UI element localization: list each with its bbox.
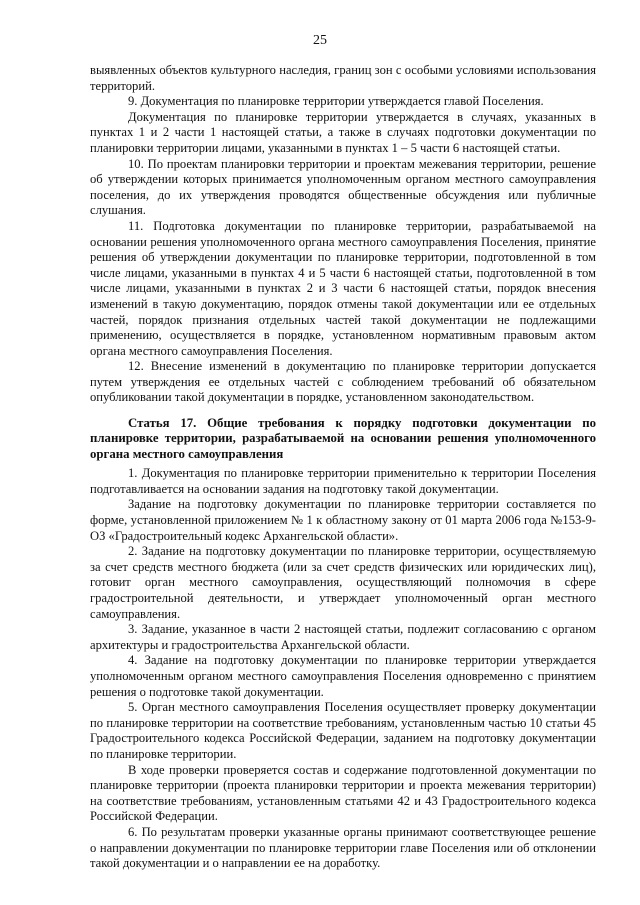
- paragraph-10: 10. По проектам планировки территории и проектам межевания территории, решение об утверждении которых принимается уполномоченным органом местного самоуправления поселения, до их утверждения проводятся общественные обсуждения или публичные слушания.: [90, 156, 596, 218]
- paragraph-12: 12. Внесение изменений в документацию по планировке территории допускается путем утверждения ее отдельных частей с соблюдением требований об обязательном опубликовании такой документации в порядке, установленном законодательством.: [90, 359, 596, 405]
- article-17-paragraph-6: 6. По результатам проверки указанные органы принимают соответствующее решение о направлении документации по планировке территории главе Поселения или об отклонении такой документации и о направлении ее на доработку.: [90, 824, 596, 871]
- paragraph-11: 11. Подготовка документации по планировке территории, разрабатываемой на основании решения уполномоченного органа местного самоуправления Поселения, принятие решения об утверждении документации по планировке территории, подготовленной в том числе лицами, указанными в пунктах 4 и 5 части 6 настоящей статьи, подготовленной в том числе лицами, указанными в пунктах 2 и 3 части 6 настоящей статьи, порядок внесения изменений в такую документацию, порядок отмены такой документации или ее отдельных частей, порядок признания отдельных частей такой документации не подлежащими применению, осуществляется в порядке, установленном нормативным правовым актом органа местного самоуправления Поселения.: [90, 218, 596, 358]
- article-17-paragraph-5-check: В ходе проверки проверяется состав и содержание подготовленной документации по планировке территории (проекта планировки территории и проекта межевания территории) на соответствие требованиям, установленным статьями 42 и 43 Градостроительного кодекса Российской Федерации.: [90, 762, 596, 824]
- article-17-paragraph-5: 5. Орган местного самоуправления Поселения осуществляет проверку документации по планировке территории на соответствие требованиям, установленным частью 10 статьи 45 Градостроительного кодекса Российской Федерации, заданием на подготовку документации по планировке территории.: [90, 700, 596, 761]
- article-17-paragraph-4: 4. Задание на подготовку документации по планировке территории утверждается уполномоченным органом местного самоуправления Поселения одновременно с принятием решения о подготовке такой документации.: [90, 653, 596, 699]
- paragraph-9-approval-cases: Документация по планировке территории утверждается в случаях, указанных в пунктах 1 и 2 части 1 настоящей статьи, а также в случаях подготовки документации по планировки территории лицами, указанными в пунктах 1 – 5 части 6 настоящей статьи.: [90, 109, 596, 155]
- document-body: [90, 63, 596, 872]
- article-17-paragraph-1-form: Задание на подготовку документации по планировке территории составляется по форме, установленной приложением № 1 к областному закону от 01 марта 2006 года №153-9-ОЗ «Градостроительный кодекс Архангельской области».: [90, 497, 596, 543]
- article-17-paragraph-2: 2. Задание на подготовку документации по планировке территории, осуществляемую за счет средств местного бюджета (или за счет средств физических или юридических лиц), готовит орган местного самоуправления, осуществляющий полномочия в сфере градостроительной деятельности, и утверждает уполномоченный орган местного самоуправления.: [90, 544, 596, 621]
- page-number: 25: [313, 33, 327, 48]
- article-17-heading: Статья 17. Общие требования к порядку подготовки документации по планировке территории, разрабатываемой на основании решения уполномоченного органа местного самоуправления: [90, 416, 596, 461]
- paragraph-continued: выявленных объектов культурного наследия, границ зон с особыми условиями использования территорий.: [90, 63, 596, 93]
- article-17-paragraph-1: 1. Документация по планировке территории применительно к территории Поселения подготавливается на основании задания на подготовку такой документации.: [90, 466, 596, 496]
- article-17-paragraph-3: 3. Задание, указанное в части 2 настоящей статьи, подлежит согласованию с органом архитектуры и градостроительства Архангельской области.: [90, 622, 596, 652]
- paragraph-9: 9. Документация по планировке территории утверждается главой Поселения.: [128, 94, 544, 109]
